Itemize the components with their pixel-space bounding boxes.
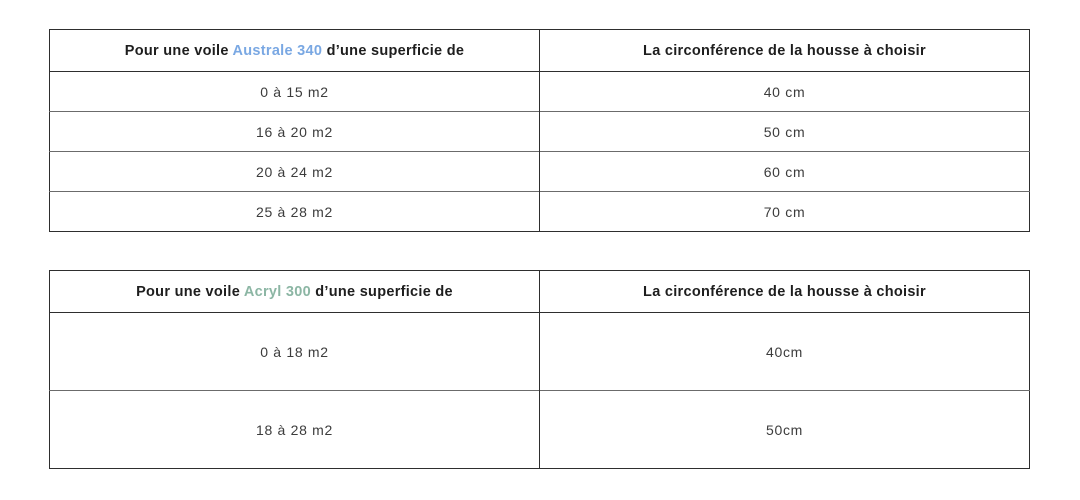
table-row (50, 192, 1030, 232)
sizing-table-acryl (49, 270, 1030, 469)
circumference-cell: 70 cm (540, 192, 1030, 232)
header-cell-surface (50, 271, 540, 313)
sizing-table-australe (49, 29, 1030, 232)
table-body-australe (50, 72, 1030, 232)
table-row (50, 313, 1030, 391)
surface-cell: 20 à 24 m2 (50, 152, 540, 192)
product-name-australe: Australe 340 (232, 42, 323, 59)
table-body-acryl (50, 313, 1030, 469)
circumference-cell: 60 cm (540, 152, 1030, 192)
table-row (50, 152, 1030, 192)
header-suffix: d’une superficie de (322, 42, 465, 59)
table-row (50, 391, 1030, 469)
header-suffix: d’une superficie de (310, 283, 453, 300)
header-prefix: Pour une voile (136, 283, 244, 300)
surface-cell: 25 à 28 m2 (50, 192, 540, 232)
circumference-cell: 50 cm (540, 112, 1030, 152)
product-name-acryl: Acryl 300 (243, 283, 311, 300)
header-cell-circumference: La circonférence de la housse à choisir (540, 271, 1030, 313)
surface-cell: 0 à 18 m2 (50, 313, 540, 391)
table-header-australe (50, 30, 1030, 72)
header-prefix: Pour une voile (124, 42, 233, 59)
table-header-acryl (50, 271, 1030, 313)
surface-cell: 16 à 20 m2 (50, 112, 540, 152)
circumference-cell: 50cm (540, 391, 1030, 469)
header-cell-surface (50, 30, 540, 72)
header-cell-circumference: La circonférence de la housse à choisir (540, 30, 1030, 72)
header-row (50, 30, 1030, 72)
header-row (50, 271, 1030, 313)
surface-cell: 0 à 15 m2 (50, 72, 540, 112)
table-row (50, 72, 1030, 112)
surface-cell: 18 à 28 m2 (50, 391, 540, 469)
circumference-cell: 40cm (540, 313, 1030, 391)
circumference-cell: 40 cm (540, 72, 1030, 112)
table-row (50, 112, 1030, 152)
